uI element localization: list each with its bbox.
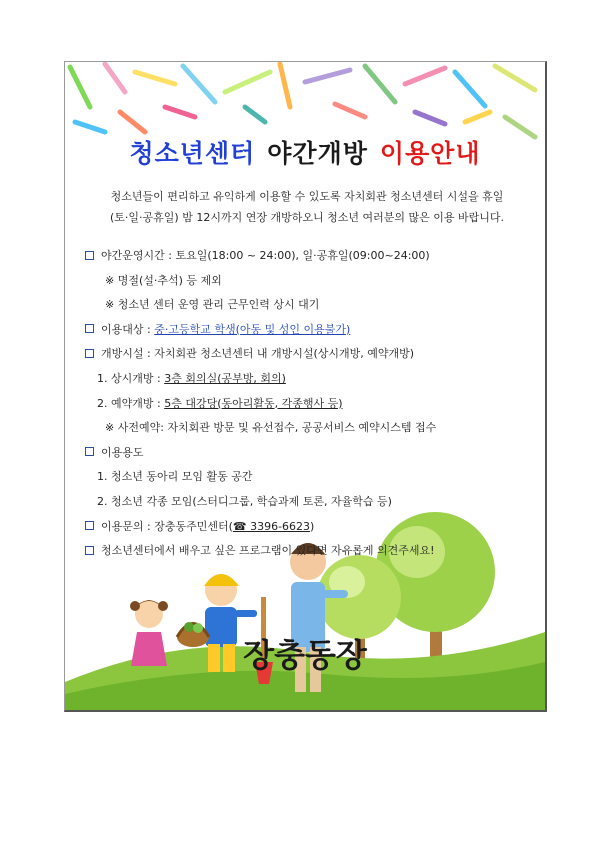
signature-footer: 장충동장 (243, 636, 367, 674)
list-item-facility (85, 342, 535, 367)
square-bullet-icon (85, 447, 94, 456)
list-item-use-1: 1. 청소년 동아리 모임 활동 공간 (97, 470, 253, 484)
list-item-hours (85, 244, 535, 269)
list-item-request (85, 539, 535, 564)
list-item-facility-note: ※ 사전예약: 자치회관 방문 및 유선접수, 공공서비스 예약시스템 접수 (105, 421, 437, 435)
list-item-hours-note-1: ※ 명절(설·추석) 등 제외 (105, 273, 222, 287)
facility-2-value: 5층 대강당(동아리활동, 각종행사 등) (164, 396, 343, 410)
title-part-youth-center: 청소년센터 (129, 139, 256, 168)
facility-2-label: 2. 예약개방 : (97, 396, 165, 410)
info-list (85, 244, 535, 564)
square-bullet-icon (85, 521, 94, 530)
notice-poster (64, 61, 547, 712)
list-item-contact (85, 515, 535, 540)
contact-end: ) (310, 519, 315, 533)
square-bullet-icon (85, 251, 94, 260)
intro-line-2: (토·일·공휴일) 밤 12시까지 연장 개방하오니 청소년 여러분의 많은 이용 바랍니다. (110, 211, 504, 224)
list-item-use (85, 441, 535, 466)
target-label: 이용대상 : (101, 322, 155, 336)
list-item-target (85, 318, 535, 343)
use-text: 이용용도 (101, 445, 144, 459)
square-bullet-icon (85, 546, 94, 555)
contact-phone: ☎ 3396-6623 (232, 519, 311, 533)
hours-text: 야간운영시간 : 토요일(18:00 ~ 24:00), 일·공휴일(09:00~24:00) (101, 249, 430, 262)
contact-label: 이용문의 : 장충동주민센터( (101, 519, 233, 533)
confetti-decoration (70, 64, 535, 137)
title-part-night-open: 야간개방 (267, 139, 368, 168)
target-value: 중·고등학교 학생(아동 및 성인 이용불가) (154, 322, 351, 336)
square-bullet-icon (85, 324, 94, 333)
list-item-facility-2 (85, 392, 535, 417)
intro-line-1: 청소년들이 편리하고 유익하게 이용할 수 있도록 자치회관 청소년센터 시설을 휴일 (110, 190, 504, 203)
intro-paragraph (87, 186, 527, 228)
facility-1-label: 1. 상시개방 : (97, 371, 165, 385)
square-bullet-icon (85, 349, 94, 358)
request-text: 청소년센터에서 배우고 싶은 프로그램이 있다면 자유롭게 의견주세요! (101, 544, 435, 558)
list-item-hours-note-2: ※ 청소년 센터 운영 관리 근무인력 상시 대기 (105, 298, 320, 312)
facility-1-value: 3층 회의실(공부방, 회의) (164, 371, 286, 385)
list-item-facility-1 (85, 367, 535, 392)
title-part-usage-guide: 이용안내 (379, 139, 481, 168)
list-item-use-2: 2. 청소년 각종 모임(스터디그룹, 학습과제 토론, 자율학습 등) (97, 494, 392, 508)
page-title (65, 134, 545, 170)
facility-text: 개방시설 : 자치회관 청소년센터 내 개방시설(상시개방, 예약개방) (101, 347, 415, 361)
